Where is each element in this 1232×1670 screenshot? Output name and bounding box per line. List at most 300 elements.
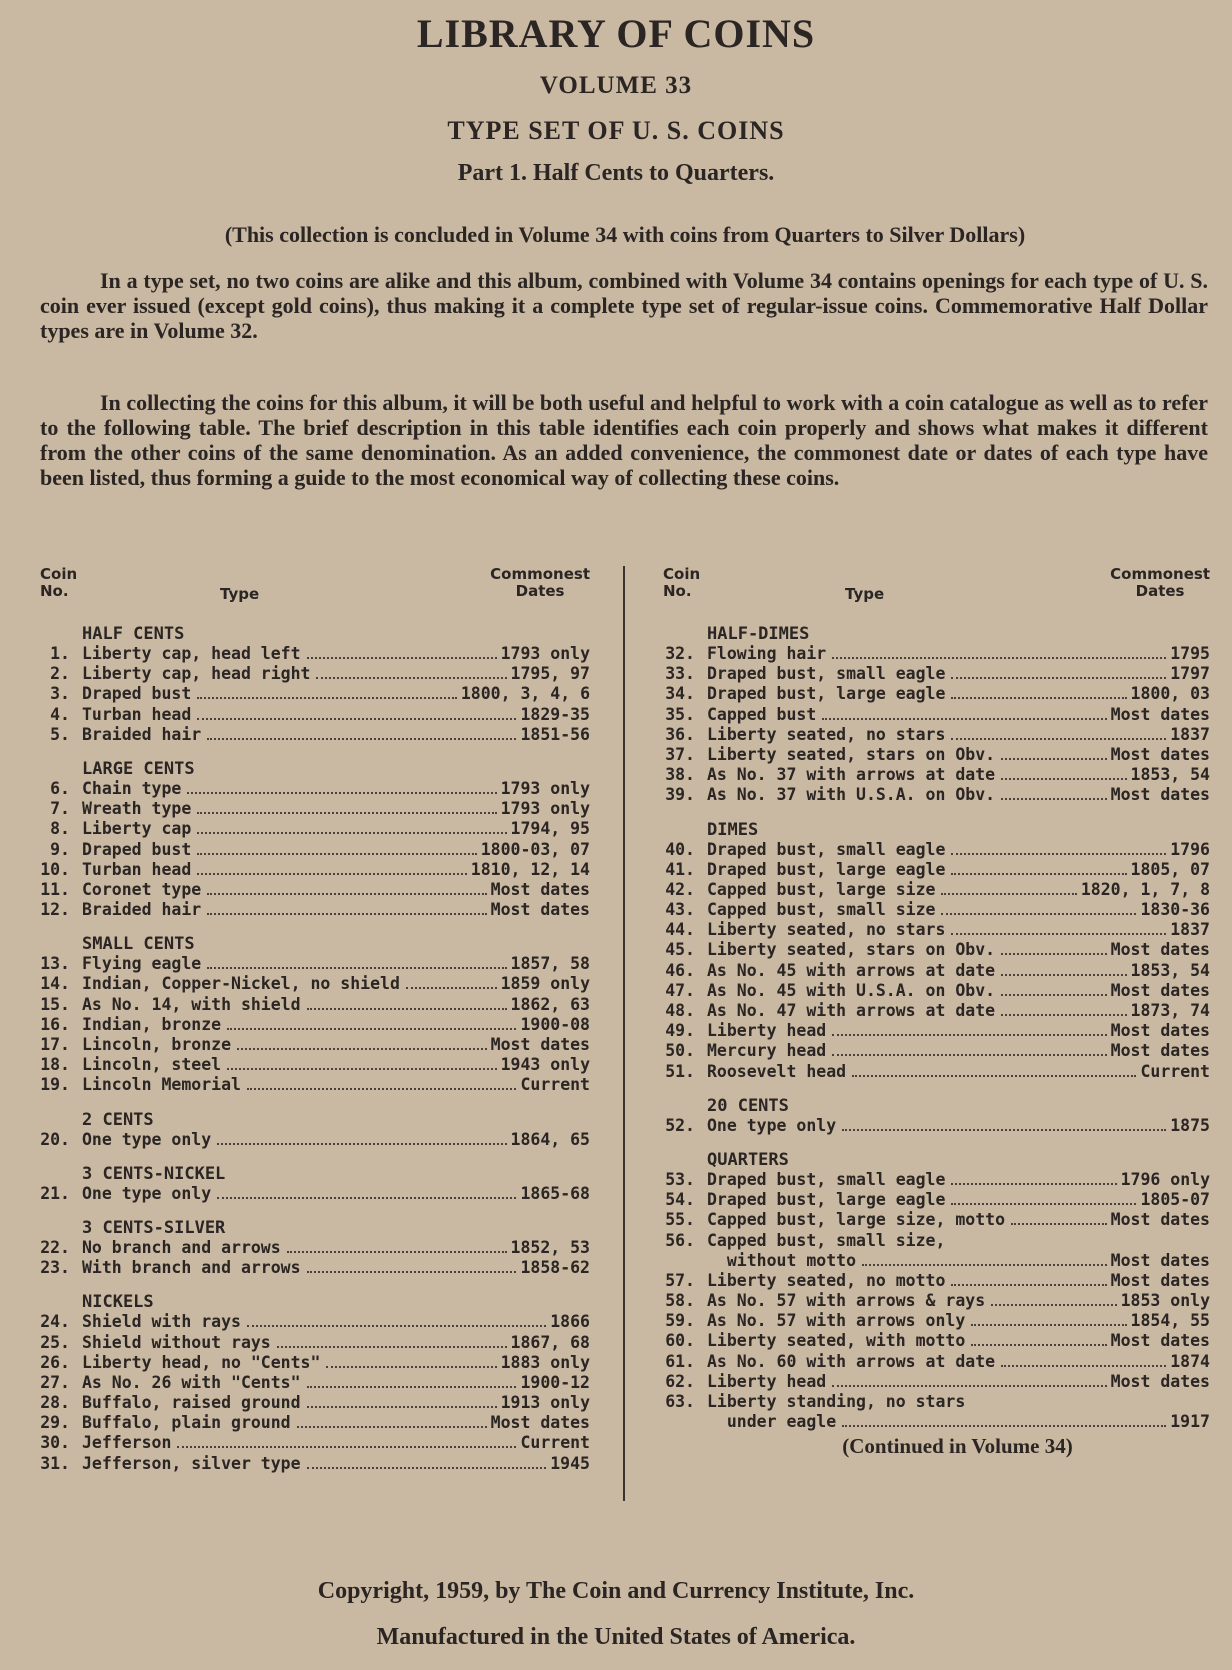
coin-type: Liberty seated, no motto xyxy=(707,1270,946,1290)
coin-type: Flowing hair xyxy=(707,644,827,663)
leader-dots xyxy=(1001,952,1107,955)
leader-dots xyxy=(307,1405,497,1408)
coin-number: 35. xyxy=(665,704,695,724)
commonest-dates: 1866 xyxy=(550,1312,590,1332)
commonest-dates: 1883 only xyxy=(500,1352,590,1372)
commonest-dates: Most dates xyxy=(1110,1331,1210,1351)
coin-type: Liberty seated, stars on Obv. xyxy=(707,744,996,764)
table-row xyxy=(20,1312,590,1332)
table-row xyxy=(655,1062,1210,1082)
coin-number: 48. xyxy=(665,1001,695,1020)
leader-dots xyxy=(197,872,467,875)
coin-number: 59. xyxy=(665,1311,695,1331)
leader-dots xyxy=(951,852,1166,855)
table-row xyxy=(20,974,590,994)
section-title: HALF-DIMES xyxy=(707,624,810,644)
commonest-dates: 1796 xyxy=(1170,839,1210,859)
coin-type: As No. 37 with U.S.A. on Obv. xyxy=(707,785,996,805)
table-row xyxy=(20,1413,590,1433)
coin-number: 23. xyxy=(40,1258,70,1278)
coin-number: 57. xyxy=(665,1270,695,1290)
coin-number: 12. xyxy=(40,900,70,920)
coin-number: 19. xyxy=(40,1075,70,1095)
leader-dots xyxy=(307,656,497,659)
left-column xyxy=(20,566,590,1474)
leader-dots xyxy=(277,1345,507,1348)
commonest-dates: 1865-68 xyxy=(520,1183,590,1203)
coin-number: 17. xyxy=(40,1035,70,1054)
guide-paragraph: In collecting the coins for this album, it will be both useful and helpful to work with a coin catalogue as well as to refer to the following table. The brief description in this table identifies each coin properly and shows what makes it different from the other coins of the same denomination. As an added convenience, the commonest date or dates of each type have been listed, thus forming a guide to the most economical way of collecting these coins. xyxy=(40,390,1208,490)
commonest-dates: Most dates xyxy=(1110,1250,1210,1270)
coin-number: 58. xyxy=(665,1291,695,1311)
column-divider xyxy=(623,566,625,1501)
coin-number: 33. xyxy=(665,664,695,684)
header-dates: Commonest Dates xyxy=(1110,565,1210,600)
coin-section xyxy=(20,1164,590,1204)
commonest-dates: Most dates xyxy=(490,1035,590,1054)
commonest-dates: 1900-08 xyxy=(520,1014,590,1034)
coin-number: 26. xyxy=(40,1352,70,1372)
section-title: SMALL CENTS xyxy=(82,934,195,955)
commonest-dates: 1854, 55 xyxy=(1130,1311,1210,1331)
coin-number: 60. xyxy=(665,1331,695,1351)
coin-number: 27. xyxy=(40,1372,70,1392)
coin-number: 28. xyxy=(40,1393,70,1413)
section-title: 3 CENTS-NICKEL xyxy=(82,1163,226,1184)
leader-dots xyxy=(297,1425,487,1428)
coin-type: Shield without rays xyxy=(82,1332,271,1352)
table-row xyxy=(655,860,1210,880)
leader-dots xyxy=(951,1283,1106,1286)
leader-dots xyxy=(307,1007,507,1010)
coin-number: 10. xyxy=(40,859,70,879)
coin-number: 46. xyxy=(665,960,695,980)
coin-section xyxy=(20,759,590,920)
coin-type: Mercury head xyxy=(707,1041,827,1061)
leader-dots xyxy=(177,1445,516,1448)
coin-section xyxy=(655,1150,1210,1432)
coin-number: 61. xyxy=(665,1351,695,1371)
leader-dots xyxy=(207,737,516,740)
coin-number: 41. xyxy=(665,859,695,879)
table-row xyxy=(20,1238,590,1258)
commonest-dates: 1853 only xyxy=(1120,1291,1210,1311)
commonest-dates: 1800-03, 07 xyxy=(480,839,590,859)
coin-number: 18. xyxy=(40,1055,70,1075)
coin-type: Wreath type xyxy=(82,799,192,819)
commonest-dates: Most dates xyxy=(1110,785,1210,805)
leader-dots xyxy=(1001,973,1126,976)
coin-type: One type only xyxy=(82,1129,212,1149)
commonest-dates: 1874 xyxy=(1170,1351,1210,1371)
table-row xyxy=(655,1021,1210,1041)
subtitle: TYPE SET OF U. S. COINS xyxy=(447,116,785,145)
leader-dots xyxy=(951,737,1166,740)
coin-type: Braided hair xyxy=(82,724,202,744)
coin-type: Draped bust, small eagle xyxy=(707,664,946,684)
commonest-dates: Current xyxy=(1140,1061,1210,1081)
leader-dots xyxy=(1001,797,1107,800)
table-row xyxy=(20,664,590,684)
coin-type: Buffalo, raised ground xyxy=(82,1393,301,1413)
coin-number: 21. xyxy=(40,1183,70,1203)
copyright-footer: Copyright, 1959, by The Coin and Currency Institute, Inc. xyxy=(317,1578,915,1604)
coin-type: Draped bust, large eagle xyxy=(707,1190,946,1210)
commonest-dates: Most dates xyxy=(1110,1041,1210,1061)
commonest-dates: Most dates xyxy=(1110,1210,1210,1230)
table-row xyxy=(20,995,590,1015)
commonest-dates: 1873, 74 xyxy=(1130,1001,1210,1020)
table-row xyxy=(20,1035,590,1055)
table-row xyxy=(20,1055,590,1075)
commonest-dates: 1917 xyxy=(1170,1412,1210,1432)
commonest-dates: Most dates xyxy=(1110,1270,1210,1290)
table-row xyxy=(20,1454,590,1474)
leader-dots xyxy=(832,1384,1106,1387)
header-coin-no: Coin No. xyxy=(40,565,78,600)
table-row xyxy=(20,1130,590,1150)
table-row xyxy=(20,880,590,900)
leader-dots xyxy=(951,872,1126,875)
coin-type: Braided hair xyxy=(82,900,202,920)
coin-section xyxy=(20,624,590,745)
table-row xyxy=(655,840,1210,860)
coin-type: Liberty cap xyxy=(82,819,192,839)
leader-dots xyxy=(941,912,1136,915)
table-header xyxy=(655,566,1210,610)
coin-type: Turban head xyxy=(82,859,192,879)
coin-number: 31. xyxy=(40,1453,70,1473)
coin-type: Draped bust, small eagle xyxy=(707,839,946,859)
table-row xyxy=(655,1001,1210,1021)
coin-type: Coronet type xyxy=(82,879,202,899)
coin-type: Capped bust, small size, xyxy=(707,1230,946,1250)
table-row xyxy=(655,1331,1210,1351)
header-type: Type xyxy=(220,585,260,603)
commonest-dates: 1875 xyxy=(1170,1115,1210,1135)
coin-number: 34. xyxy=(665,684,695,704)
coin-number: 52. xyxy=(665,1115,695,1135)
leader-dots xyxy=(197,811,496,814)
leader-dots xyxy=(951,932,1166,935)
coin-number: 8. xyxy=(50,819,70,839)
coin-type: Capped bust, large size, motto xyxy=(707,1210,1006,1230)
coin-type: Draped bust, large eagle xyxy=(707,859,946,879)
coin-number: 36. xyxy=(665,724,695,744)
commonest-dates: 1943 only xyxy=(500,1055,590,1075)
volume-label: VOLUME 33 xyxy=(539,72,693,99)
coin-type: Draped bust, small eagle xyxy=(707,1169,946,1189)
commonest-dates: 1829-35 xyxy=(520,704,590,724)
right-column xyxy=(655,566,1210,1459)
commonest-dates: 1913 only xyxy=(500,1393,590,1413)
coin-type: With branch and arrows xyxy=(82,1258,301,1278)
coin-number: 30. xyxy=(40,1433,70,1453)
table-row xyxy=(655,961,1210,981)
leader-dots xyxy=(316,676,506,679)
coin-type: Draped bust xyxy=(82,839,192,859)
coin-type: As No. 57 with arrows only xyxy=(707,1311,966,1331)
commonest-dates: 1800, 03 xyxy=(1130,684,1210,704)
coin-number: 14. xyxy=(40,974,70,994)
table-row xyxy=(655,1170,1210,1190)
coin-type: Lincoln, bronze xyxy=(82,1035,232,1054)
leader-dots xyxy=(207,912,486,915)
leader-dots xyxy=(197,852,476,855)
commonest-dates: Current xyxy=(520,1433,590,1453)
coin-number: 63. xyxy=(665,1392,695,1411)
coin-type: One type only xyxy=(82,1183,212,1203)
table-row xyxy=(20,799,590,819)
coin-type: Liberty seated, no stars xyxy=(707,724,946,744)
coin-number: 1. xyxy=(50,644,70,663)
table-row xyxy=(20,779,590,799)
leader-dots xyxy=(187,791,496,794)
table-row xyxy=(655,765,1210,785)
table-row xyxy=(655,745,1210,765)
coin-number: 43. xyxy=(665,900,695,920)
table-row xyxy=(655,785,1210,805)
table-row xyxy=(20,819,590,839)
commonest-dates: Most dates xyxy=(490,879,590,899)
coin-type: Liberty head xyxy=(707,1021,827,1041)
leader-dots xyxy=(227,1067,497,1070)
coin-number: 62. xyxy=(665,1371,695,1391)
table-row xyxy=(20,684,590,704)
coin-type: without motto xyxy=(707,1250,857,1270)
section-title: NICKELS xyxy=(82,1292,154,1313)
table-row xyxy=(655,1392,1210,1412)
leader-dots xyxy=(862,1263,1107,1266)
coin-type: No branch and arrows xyxy=(82,1237,281,1257)
leader-dots xyxy=(971,1323,1126,1326)
leader-dots xyxy=(1001,993,1107,996)
coin-type: Buffalo, plain ground xyxy=(82,1413,291,1433)
table-row xyxy=(20,840,590,860)
commonest-dates: 1837 xyxy=(1170,724,1210,744)
coin-number: 2. xyxy=(50,664,70,684)
coin-type: Liberty cap, head right xyxy=(82,664,311,684)
coin-number: 6. xyxy=(50,778,70,798)
coin-number: 29. xyxy=(40,1413,70,1433)
table-row xyxy=(655,981,1210,1001)
leader-dots xyxy=(951,676,1166,679)
commonest-dates: Most dates xyxy=(490,900,590,920)
coin-type: Roosevelt head xyxy=(707,1061,847,1081)
intro-paragraph: In a type set, no two coins are alike and this album, combined with Volume 34 contains openings for each type of U. S. coin ever issued (except gold coins), thus making it a complete type set of regular-issue coins. Commemorative Half Dollar types are in Volume 32. xyxy=(40,268,1208,343)
leader-dots xyxy=(207,892,486,895)
coin-number: 44. xyxy=(665,920,695,940)
continued-note: (Continued in Volume 34) xyxy=(842,1434,1073,1459)
table-row xyxy=(20,900,590,920)
coin-type: Chain type xyxy=(82,778,182,798)
leader-dots xyxy=(406,986,497,989)
coin-number: 47. xyxy=(665,980,695,1000)
coin-type: As No. 14, with shield xyxy=(82,994,301,1014)
leader-dots xyxy=(307,1270,517,1273)
table-row xyxy=(655,1210,1210,1230)
page-title: LIBRARY OF COINS xyxy=(416,11,816,56)
right-sections xyxy=(655,624,1210,1432)
commonest-dates: 1858-62 xyxy=(520,1258,590,1278)
table-row xyxy=(20,1373,590,1393)
coin-type: One type only xyxy=(707,1115,837,1135)
commonest-dates: 1795, 97 xyxy=(510,664,590,684)
coin-number: 24. xyxy=(40,1312,70,1332)
section-title: 3 CENTS-SILVER xyxy=(82,1217,226,1238)
coin-section xyxy=(655,1096,1210,1136)
commonest-dates: 1853, 54 xyxy=(1130,765,1210,785)
coin-type: Jefferson, silver type xyxy=(82,1453,301,1473)
coin-type: Indian, bronze xyxy=(82,1014,222,1034)
commonest-dates: Current xyxy=(520,1075,590,1095)
coin-type: As No. 26 with "Cents" xyxy=(82,1372,301,1392)
commonest-dates: Most dates xyxy=(1110,940,1210,960)
leader-dots xyxy=(1001,777,1126,780)
coin-type: Jefferson xyxy=(82,1433,172,1453)
coin-type: Liberty cap, head left xyxy=(82,644,301,663)
leader-dots xyxy=(326,1365,496,1368)
coin-number: 3. xyxy=(50,684,70,704)
leader-dots xyxy=(951,696,1126,699)
section-title: QUARTERS xyxy=(707,1149,789,1170)
leader-dots xyxy=(951,1182,1116,1185)
coin-number: 4. xyxy=(50,704,70,724)
coin-number: 9. xyxy=(50,839,70,859)
table-row xyxy=(20,705,590,725)
leader-dots xyxy=(197,696,457,699)
commonest-dates: 1864, 65 xyxy=(510,1129,590,1149)
coin-type: under eagle xyxy=(707,1412,837,1432)
commonest-dates: Most dates xyxy=(1110,744,1210,764)
coin-type: As No. 47 with arrows at date xyxy=(707,1001,996,1020)
commonest-dates: 1830-36 xyxy=(1140,900,1210,920)
table-row xyxy=(20,1353,590,1373)
commonest-dates: Most dates xyxy=(1110,980,1210,1000)
coin-type: As No. 37 with arrows at date xyxy=(707,765,996,785)
coin-number: 50. xyxy=(665,1041,695,1061)
coin-number: 25. xyxy=(40,1332,70,1352)
collection-note: (This collection is concluded in Volume 34 with coins from Quarters to Silver Dollars) xyxy=(224,222,1026,247)
table-row xyxy=(20,1258,590,1278)
coin-type: Flying eagle xyxy=(82,954,202,974)
table-row xyxy=(655,1251,1210,1271)
table-row xyxy=(655,705,1210,725)
coin-number: 39. xyxy=(665,785,695,805)
commonest-dates: 1793 only xyxy=(500,799,590,819)
leader-dots xyxy=(237,1047,487,1050)
commonest-dates: 1796 only xyxy=(1120,1169,1210,1189)
coin-number: 53. xyxy=(665,1169,695,1189)
table-row xyxy=(655,1116,1210,1136)
leader-dots xyxy=(217,1142,506,1145)
coin-number: 20. xyxy=(40,1129,70,1149)
coin-section xyxy=(20,1218,590,1278)
table-row xyxy=(655,664,1210,684)
commonest-dates: 1793 only xyxy=(500,778,590,798)
leader-dots xyxy=(951,1202,1136,1205)
coin-type: Turban head xyxy=(82,704,192,724)
commonest-dates: 1853, 54 xyxy=(1130,960,1210,980)
commonest-dates: Most dates xyxy=(1110,704,1210,724)
coin-number: 16. xyxy=(40,1014,70,1034)
leader-dots xyxy=(197,831,506,834)
coin-type: Shield with rays xyxy=(82,1312,241,1332)
coin-section xyxy=(20,934,590,1095)
table-row xyxy=(655,880,1210,900)
coin-number: 13. xyxy=(40,954,70,974)
header-type: Type xyxy=(845,585,885,603)
table-row xyxy=(20,954,590,974)
coin-type: Lincoln Memorial xyxy=(82,1075,241,1095)
part-label: Part 1. Half Cents to Quarters. xyxy=(457,160,775,186)
leader-dots xyxy=(842,1128,1166,1131)
leader-dots xyxy=(197,717,516,720)
leader-dots xyxy=(832,1033,1106,1036)
coin-type: Liberty standing, no stars xyxy=(707,1392,966,1411)
coin-number: 40. xyxy=(665,839,695,859)
coin-number: 49. xyxy=(665,1021,695,1041)
table-row xyxy=(655,920,1210,940)
table-row xyxy=(20,1393,590,1413)
commonest-dates: 1795 xyxy=(1170,644,1210,663)
leader-dots xyxy=(971,1343,1106,1346)
commonest-dates: 1805, 07 xyxy=(1130,859,1210,879)
coin-type: Capped bust, small size xyxy=(707,900,936,920)
coin-number: 38. xyxy=(665,765,695,785)
commonest-dates: Most dates xyxy=(1110,1371,1210,1391)
commonest-dates: 1900-12 xyxy=(520,1372,590,1392)
table-row xyxy=(20,860,590,880)
coin-type: As No. 60 with arrows at date xyxy=(707,1351,996,1371)
commonest-dates: 1797 xyxy=(1170,664,1210,684)
table-row xyxy=(655,1311,1210,1331)
coin-type: Draped bust, large eagle xyxy=(707,684,946,704)
table-row xyxy=(20,1075,590,1095)
section-title: LARGE CENTS xyxy=(82,758,195,779)
table-header xyxy=(20,566,590,610)
coin-number: 5. xyxy=(50,724,70,744)
leader-dots xyxy=(991,1303,1116,1306)
coin-type: As No. 57 with arrows & rays xyxy=(707,1291,986,1311)
leader-dots xyxy=(832,656,1166,659)
table-row xyxy=(655,1372,1210,1392)
coin-number: 55. xyxy=(665,1210,695,1230)
section-title: 20 CENTS xyxy=(707,1095,789,1116)
commonest-dates: 1805-07 xyxy=(1140,1190,1210,1210)
coin-type: Capped bust xyxy=(707,704,817,724)
leader-dots xyxy=(1001,1364,1166,1367)
leader-dots xyxy=(287,1250,507,1253)
section-title: DIMES xyxy=(707,819,759,840)
table-row xyxy=(655,1041,1210,1061)
commonest-dates: 1820, 1, 7, 8 xyxy=(1080,879,1210,899)
table-row xyxy=(655,1352,1210,1372)
coin-type: Indian, Copper-Nickel, no shield xyxy=(82,974,400,994)
commonest-dates: 1800, 3, 4, 6 xyxy=(460,684,590,704)
left-sections xyxy=(20,624,590,1474)
commonest-dates: 1810, 12, 14 xyxy=(470,859,590,879)
leader-dots xyxy=(227,1027,516,1030)
coin-section xyxy=(655,624,1210,806)
commonest-dates: 1794, 95 xyxy=(510,819,590,839)
coin-number: 32. xyxy=(665,644,695,663)
commonest-dates: 1851-56 xyxy=(520,724,590,744)
coin-type: Liberty seated, no stars xyxy=(707,920,946,940)
table-row xyxy=(655,1412,1210,1432)
coin-number: 42. xyxy=(665,879,695,899)
table-row xyxy=(20,1333,590,1353)
